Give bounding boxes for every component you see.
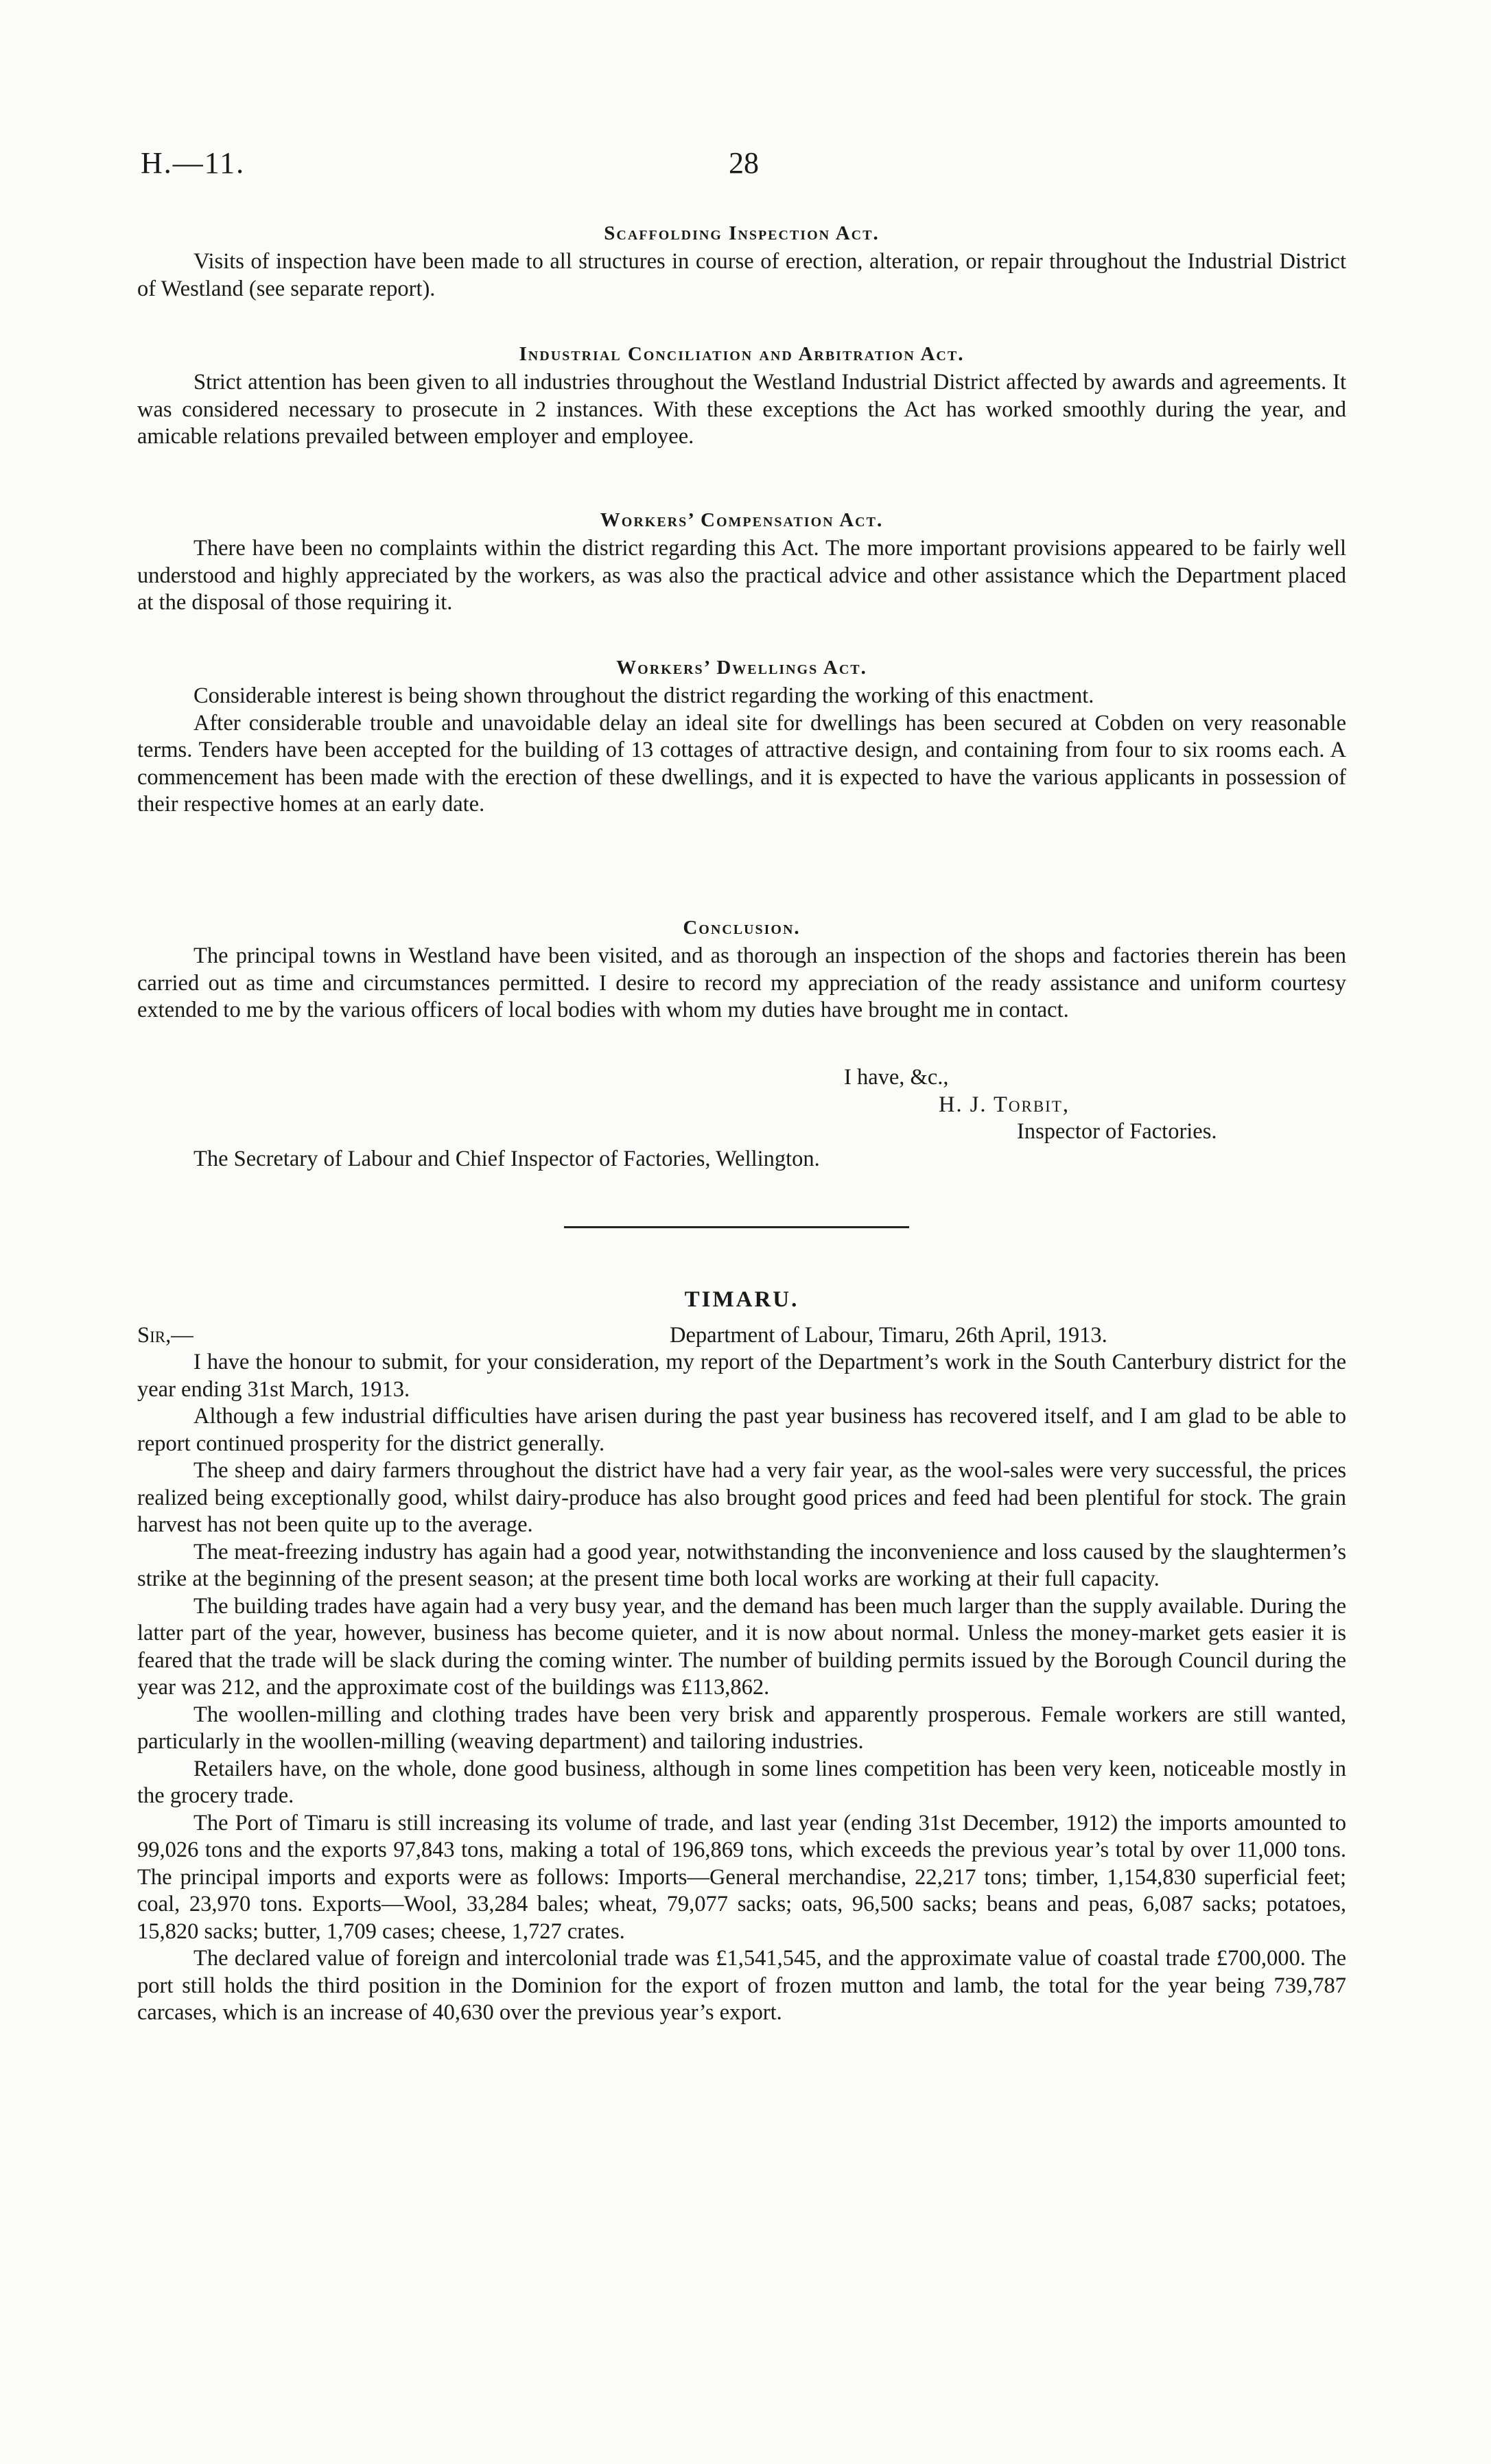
section-heading: Workers’ Dwellings Act. [616, 657, 867, 679]
paragraph: There have been no complaints within the district regarding this Act. The more important provisions appeared to be fairly well understood and highly appreciated by the workers, as was also the practical advice and other assistance which the Department placed at the disposal of those requiring it. [137, 536, 1346, 615]
paragraph: After considerable trouble and unavoidable delay an ideal site for dwellings has been secured at Cobden on very reasonable terms. Tenders have been accepted for the building of 13 cottages of attractive design, and containing from four to six rooms each. A commencement has been made with the erection of these dwellings, and it is expected to have the various applicants in possession of their respective homes at an early date. [137, 710, 1346, 817]
section-conclusion [137, 913, 1346, 1024]
paragraph: Retailers have, on the whole, done good business, although in some lines competition has been very keen, noticeable mostly in the grocery trade. [137, 1756, 1346, 1808]
section-scaffolding [137, 218, 1346, 303]
page-number: 28 [729, 146, 759, 180]
signatory-title: Inspector of Factories. [1017, 1119, 1217, 1144]
paragraph: The principal towns in Westland have been visited, and as thorough an inspection of the shops and factories therein has been carried out as time and circumstances permitted. I desire to record my appreciation of the ready assistance and uniform courtesy extended to me by the various officers of local bodies with whom my duties have brought me in contact. [137, 943, 1346, 1022]
section-heading: Industrial Conciliation and Arbitration Act. [519, 343, 965, 365]
section-arbitration [137, 339, 1346, 451]
paragraph: The sheep and dairy farmers throughout the district have had a very fair year, as the wool-sales were very successful, the prices realized being exceptionally good, whilst dairy-produce has also brought good prices and feed had been plentiful for stock. The grain harvest has not been quite up to the average. [137, 1458, 1346, 1537]
salutation: Sir,— [137, 1323, 193, 1348]
paragraph: Strict attention has been given to all industries throughout the Westland Industrial District affected by awards and agreements. It was considered necessary to prosecute in 2 instances. With these exceptions the Act has worked smoothly during the year, and amicable relations prevailed between employer and employee. [137, 370, 1346, 449]
signatory-name: H. J. Torbit, [939, 1092, 1070, 1117]
section-heading: Scaffolding Inspection Act. [604, 222, 880, 244]
signoff [137, 1064, 1346, 1173]
section-heading: Conclusion. [683, 917, 801, 939]
section-timaru [137, 1284, 1346, 2027]
section-dwellings [137, 653, 1346, 819]
paragraph: The building trades have again had a very busy year, and the demand has been much larger than the supply available. During the latter part of the year, however, business has become quieter, and it is now about normal. Unless the money-market gets easier it is feared that the trade will be slack during the coming winter. The number of building permits issued by the Borough Council during the year was 212, and the approximate cost of the buildings was £113,862. [137, 1593, 1346, 1700]
addressee: The Secretary of Labour and Chief Inspector of Factories, Wellington. [193, 1146, 820, 1171]
dateline: Department of Labour, Timaru, 26th April, 1913. [670, 1323, 1107, 1348]
paragraph: I have the honour to submit, for your consideration, my report of the Department’s work in the South Canterbury district for the year ending 31st March, 1913. [137, 1350, 1346, 1402]
report-title: TIMARU. [684, 1287, 799, 1312]
closing: I have, &c., [844, 1065, 949, 1090]
section-compensation [137, 505, 1346, 617]
paragraph: The declared value of foreign and intercolonial trade was £1,541,545, and the approximate value of coastal trade £700,000. The port still holds the third position in the Dominion for the export of frozen mutton and lamb, the total for the year being 739,787 carcases, which is an increase of 40,630 over the previous year’s export. [137, 1946, 1346, 2025]
paragraph: Although a few industrial difficulties have arisen during the past year business has recovered itself, and I am glad to be able to report continued prosperity for the district generally. [137, 1404, 1346, 1456]
section-heading: Workers’ Compensation Act. [600, 509, 884, 531]
paragraph: The woollen-milling and clothing trades have been very brisk and apparently prosperous. Female workers are still wanted, particularly in the woollen-milling (weaving department) and tailoring industries. [137, 1702, 1346, 1754]
section-divider [564, 1226, 909, 1228]
paragraph: Considerable interest is being shown throughout the district regarding the working of this enactment. [193, 683, 1094, 708]
document-reference: H.—11. [141, 146, 246, 180]
paragraph: Visits of inspection have been made to all structures in course of erection, alteration, or repair throughout the Industrial District of Westland (see separate report). [137, 249, 1346, 301]
paragraph: The Port of Timaru is still increasing its volume of trade, and last year (ending 31st December, 1912) the imports amounted to 99,026 tons and the exports 97,843 tons, making a total of 196,869 tons, which exceeds the previous year’s total by over 11,000 tons. The principal imports and exports were as follows: Imports—General merchandise, 22,217 tons; timber, 1,154,830 superficial feet; coal, 23,970 tons. Exports—Wool, 33,284 bales; wheat, 79,077 sacks; oats, 96,500 sacks; beans and peas, 6,087 sacks; potatoes, 15,820 sacks; butter, 1,709 cases; cheese, 1,727 crates. [137, 1810, 1346, 1944]
paragraph: The meat-freezing industry has again had a good year, notwithstanding the inconvenience and loss caused by the slaughtermen’s strike at the beginning of the present season; at the present time both local works are working at their full capacity. [137, 1539, 1346, 1591]
